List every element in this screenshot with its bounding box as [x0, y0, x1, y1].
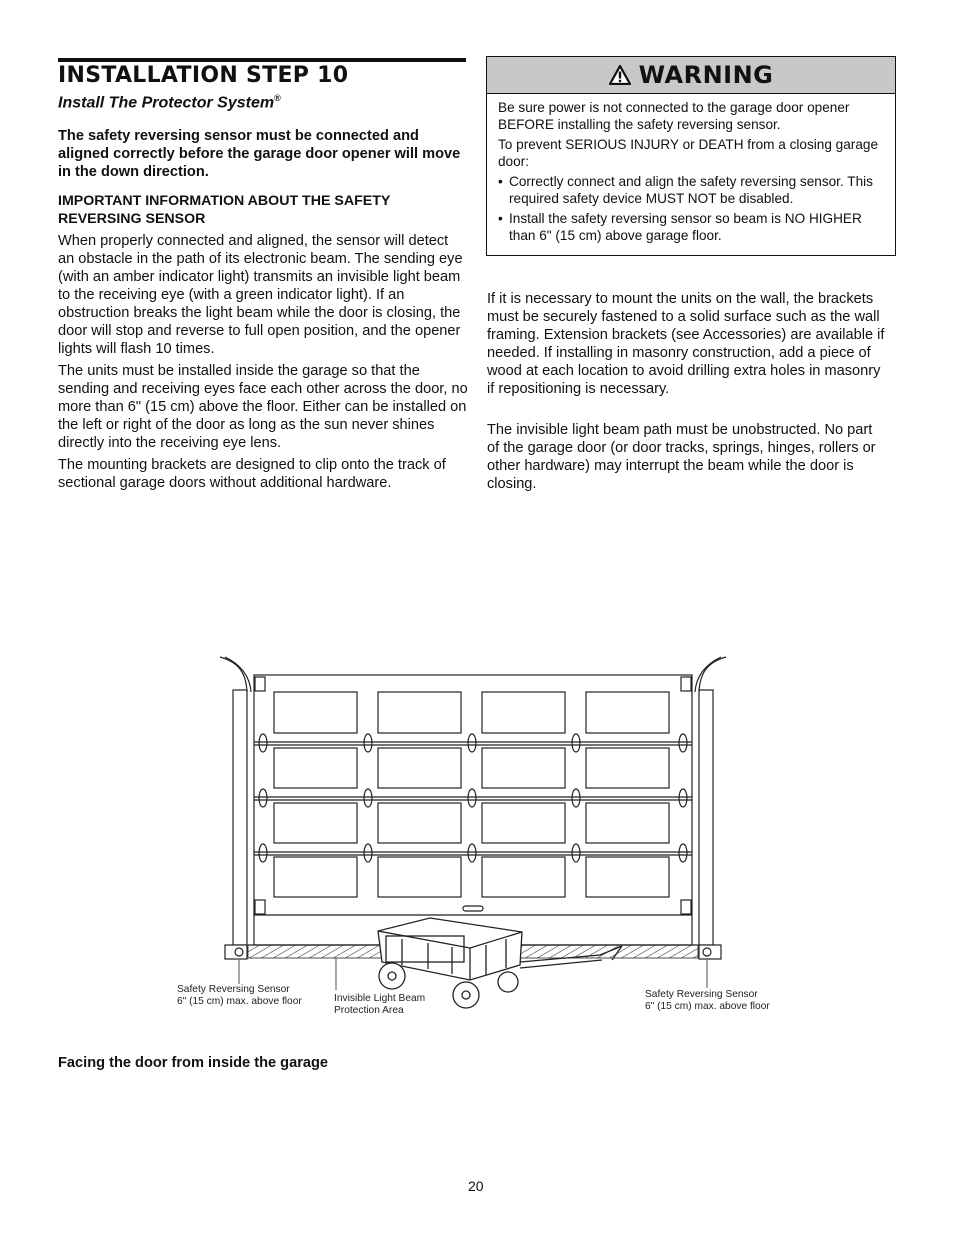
body-paragraph: The invisible light beam path must be unobstructed. No part of the garage door (or door tracks, springs, hinges, rollers or other hardware) may interrupt the beam while the door is closing. — [487, 422, 876, 492]
step-subtitle — [58, 93, 281, 112]
bullet-mark: • — [498, 174, 503, 189]
warning-line: Be sure power is not connected to the garage door opener BEFORE installing the safety reversing sensor. — [498, 100, 850, 132]
bullet-mark: • — [498, 211, 503, 226]
important-heading: IMPORTANT INFORMATION ABOUT THE SAFETY REVERSING SENSOR — [58, 193, 391, 227]
door-handle — [463, 906, 483, 911]
page-number: 20 — [468, 1178, 484, 1194]
warning-box — [486, 56, 896, 256]
body-paragraph: If it is necessary to mount the units on the wall, the brackets must be securely fastened to a solid surface such as the wall framing. Extension brackets (see Accessories) are available if needed. If installing in masonry construction, add a piece of wood at each location to avoid drilling extra holes in masonry if repositioning is necessary. — [487, 291, 885, 397]
warning-bullet — [498, 210, 885, 244]
subtitle-text: Install The Protector System — [58, 94, 275, 112]
intro-paragraph: The safety reversing sensor must be connected and aligned correctly before the garage door opener will move in the down direction. — [58, 128, 461, 180]
label-line: 6" (15 cm) max. above floor — [645, 1001, 770, 1012]
door-window — [274, 692, 357, 733]
body-paragraph: The mounting brackets are designed to clip onto the track of sectional garage doors without additional hardware. — [58, 457, 446, 491]
body-paragraph: The units must be installed inside the garage so that the sending and receiving eyes face each other across the door, no more than 6" (15 cm) above the floor. Either can be installed on the left or right of the door as long as the sun never shines directly into the receiving eye lens. — [58, 363, 468, 451]
warning-body — [487, 94, 895, 244]
left-jamb — [233, 690, 247, 945]
section-rule — [58, 58, 466, 62]
label-line: Safety Reversing Sensor — [177, 984, 290, 995]
label-line: Safety Reversing Sensor — [645, 989, 758, 1000]
label-light-beam — [334, 993, 425, 1017]
label-line: 6" (15 cm) max. above floor — [177, 996, 302, 1007]
bullet-text: Correctly connect and align the safety reversing sensor. This required safety device MUST NOT be disabled. — [509, 174, 873, 206]
label-right-sensor — [645, 989, 770, 1013]
warning-line: To prevent SERIOUS INJURY or DEATH from a closing garage door: — [498, 137, 879, 169]
body-paragraph: When properly connected and aligned, the sensor will detect an obstacle in the path of its electronic beam. The sending eye (with an amber indicator light) transmits an invisible light beam to the receiving eye (with a green indicator light). If an obstruction breaks the light beam while the door is closing, the door will stop and reverse to full open position, and the opener lights will flash 10 times. — [58, 233, 463, 357]
label-line: Protection Area — [334, 1005, 404, 1016]
figure-caption: Facing the door from inside the garage — [58, 1055, 329, 1071]
garage-door-illustration — [0, 640, 954, 1020]
bullet-text: Install the safety reversing sensor so beam is NO HIGHER than 6" (15 cm) above garage floor. — [509, 211, 862, 243]
label-line: Invisible Light Beam — [334, 993, 426, 1004]
warning-bullet — [498, 173, 885, 207]
registered-mark: ® — [274, 93, 281, 103]
right-jamb — [699, 690, 713, 945]
door-outline — [254, 675, 692, 945]
step-title: INSTALLATION STEP 10 — [58, 63, 349, 88]
label-left-sensor — [177, 984, 302, 1008]
warning-title: WARNING — [638, 61, 774, 89]
warning-triangle-icon — [609, 65, 631, 85]
warning-header — [487, 57, 895, 94]
